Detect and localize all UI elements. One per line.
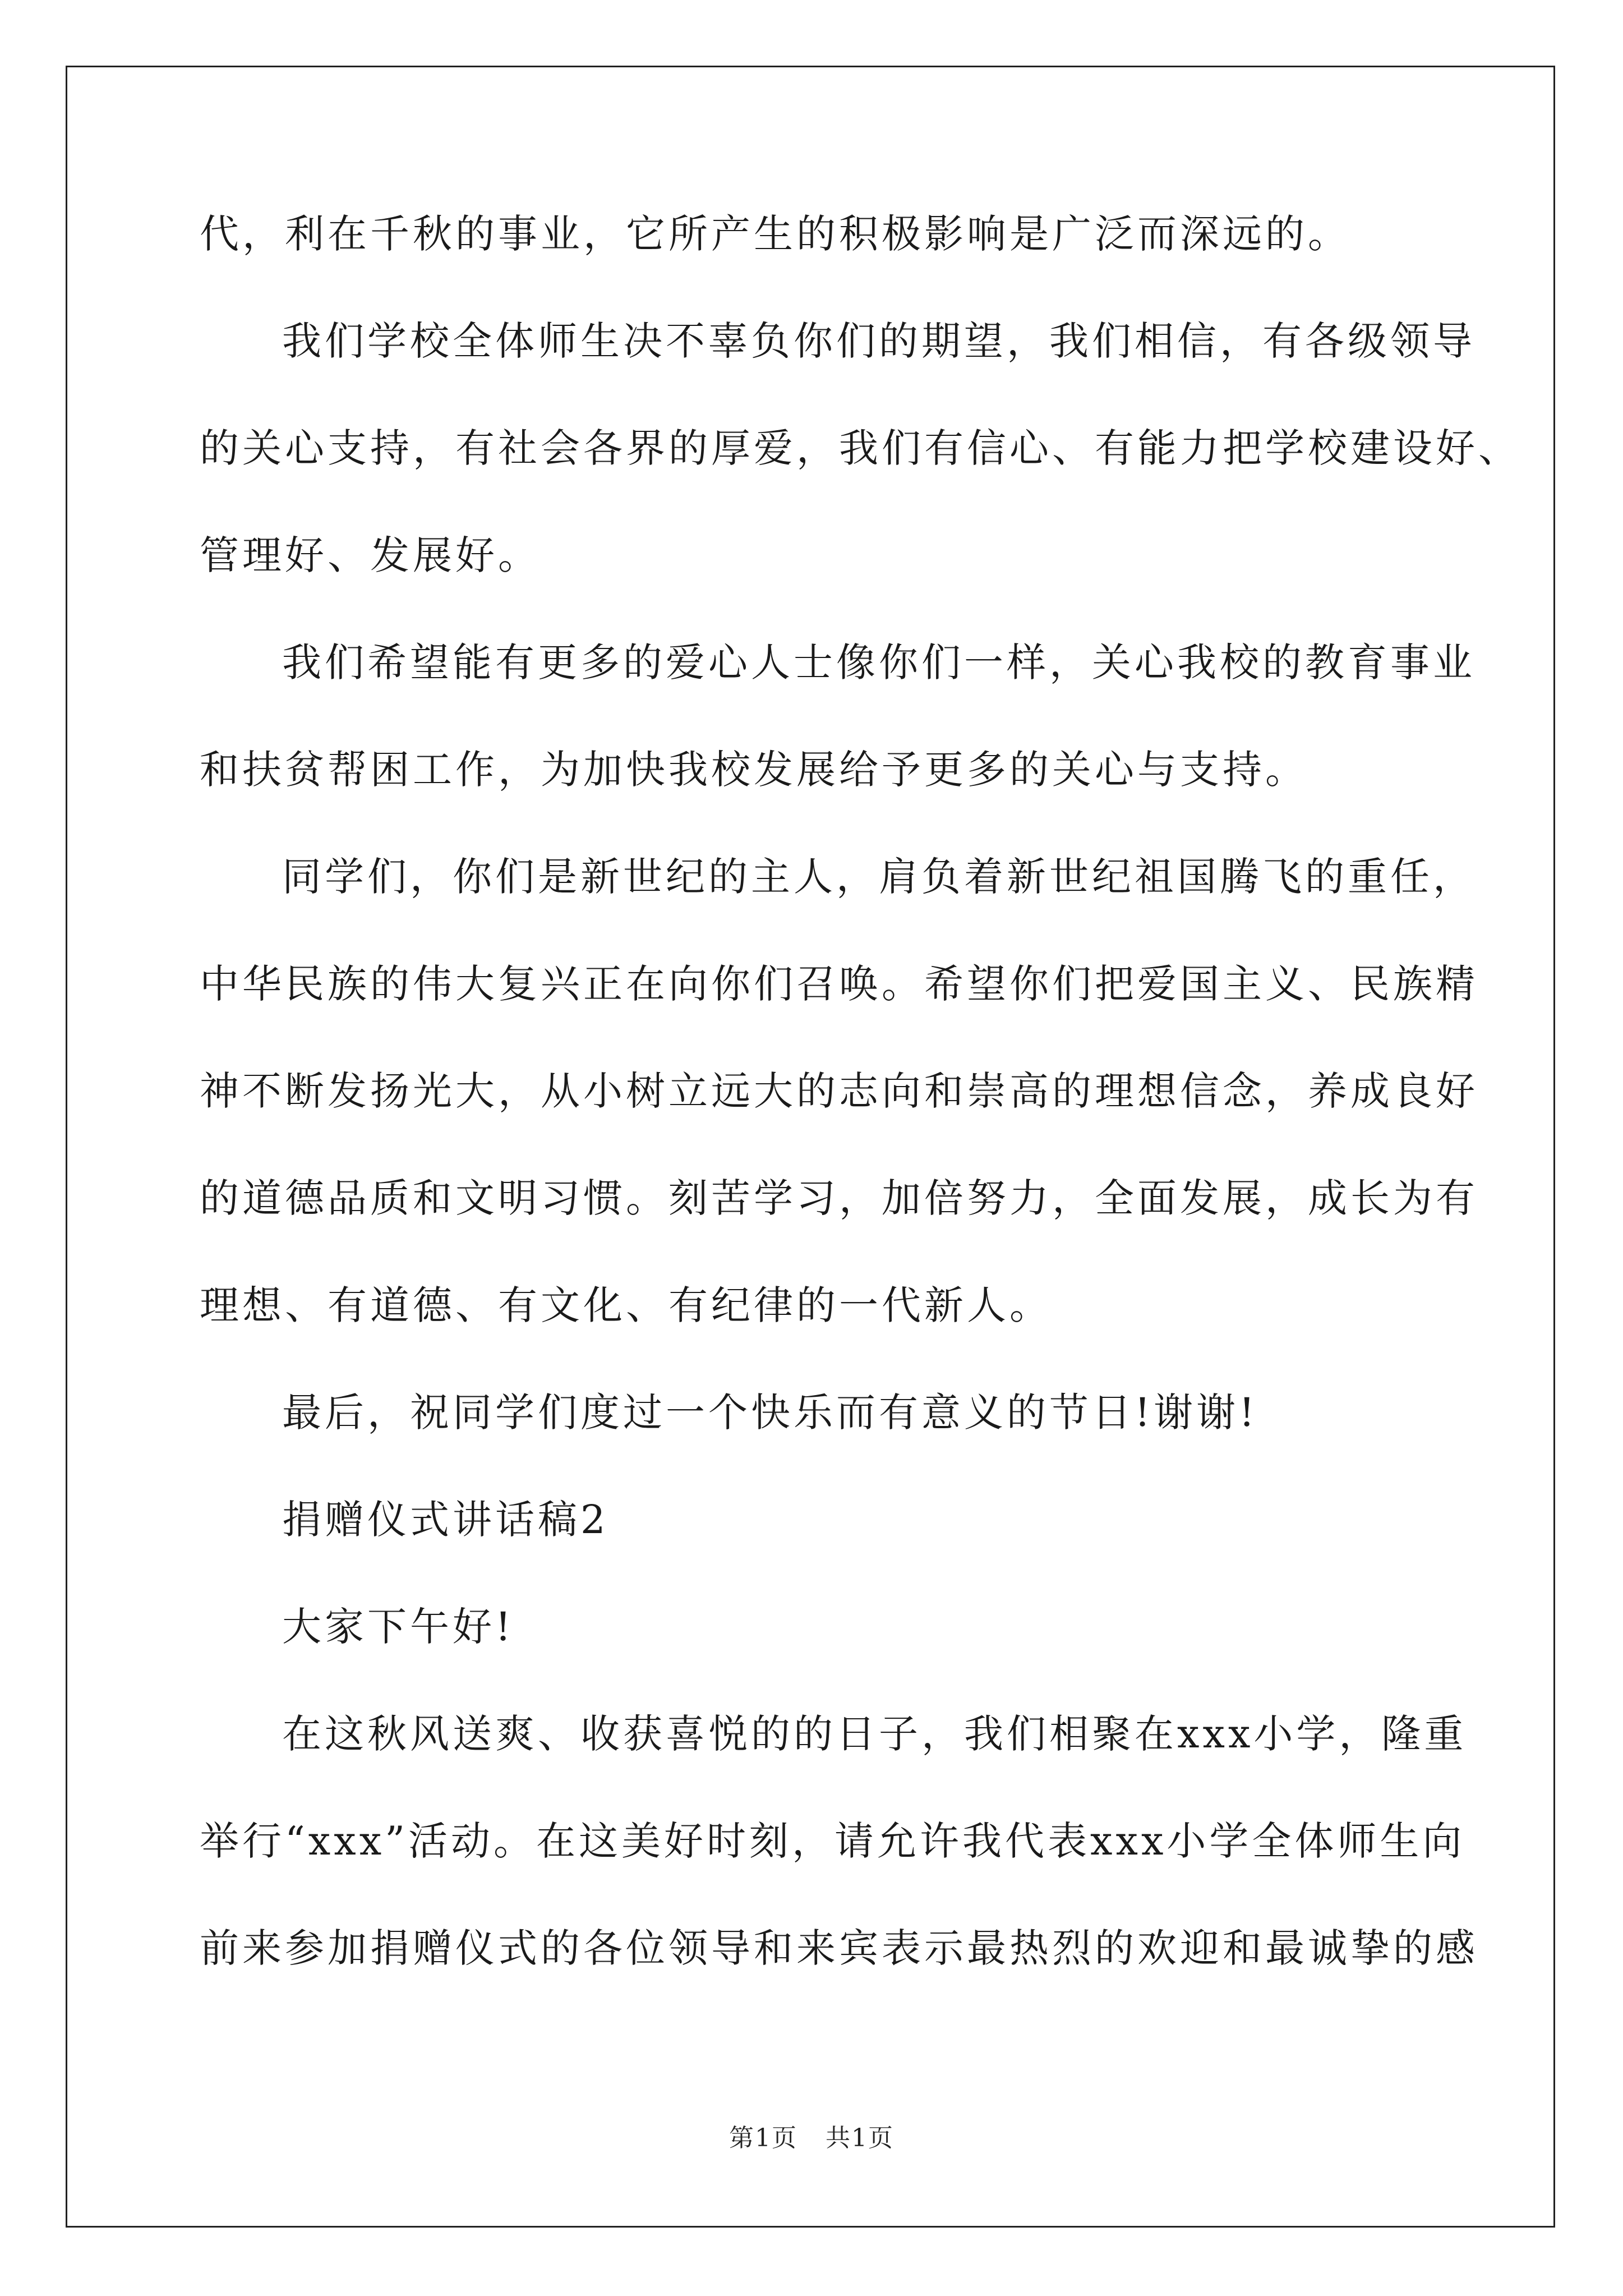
text-line: 中华民族的伟大复兴正在向你们召唤。希望你们把爱国主义、民族精 bbox=[200, 961, 1478, 1007]
text-line: 管理好、发展好。 bbox=[200, 532, 541, 578]
page-number-current: 第1页 bbox=[729, 2124, 797, 2152]
text-line: 举行“xxx”活动。在这美好时刻，请允许我代表xxx小学全体师生向 bbox=[200, 1818, 1465, 1864]
paragraph-start-line: 我们希望能有更多的爱心人士像你们一样，关心我校的教育事业 bbox=[282, 639, 1476, 685]
page-footer bbox=[0, 2122, 1623, 2155]
text-line: 的道德品质和文明习惯。刻苦学习，加倍努力，全面发展，成长为有 bbox=[200, 1175, 1478, 1221]
text-line: 的关心支持，有社会各界的厚爱，我们有信心、有能力把学校建设好、 bbox=[200, 425, 1521, 471]
text-line: 代，利在千秋的事业，它所产生的积极影响是广泛而深远的。 bbox=[200, 211, 1350, 257]
paragraph-start-line: 最后，祝同学们度过一个快乐而有意义的节日!谢谢! bbox=[282, 1389, 1258, 1435]
paragraph-start-line: 我们学校全体师生决不辜负你们的期望，我们相信，有各级领导 bbox=[282, 318, 1476, 364]
page-number-total: 共1页 bbox=[826, 2124, 894, 2152]
text-line: 神不断发扬光大，从小树立远大的志向和崇高的理想信念，养成良好 bbox=[200, 1068, 1478, 1114]
greeting-line: 大家下午好! bbox=[282, 1604, 515, 1650]
text-line: 前来参加捐赠仪式的各位领导和来宾表示最热烈的欢迎和最诚挚的感 bbox=[200, 1925, 1478, 1971]
paragraph-start-line: 同学们，你们是新世纪的主人，肩负着新世纪祖国腾飞的重任， bbox=[282, 854, 1476, 900]
text-line: 理想、有道德、有文化、有纪律的一代新人。 bbox=[200, 1282, 1052, 1328]
paragraph-start-line: 在这秋风送爽、收获喜悦的的日子，我们相聚在xxx小学，隆重 bbox=[282, 1711, 1467, 1757]
page-border bbox=[66, 66, 1555, 2228]
text-line: 和扶贫帮困工作，为加快我校发展给予更多的关心与支持。 bbox=[200, 747, 1308, 793]
section-heading: 捐赠仪式讲话稿2 bbox=[282, 1497, 609, 1543]
